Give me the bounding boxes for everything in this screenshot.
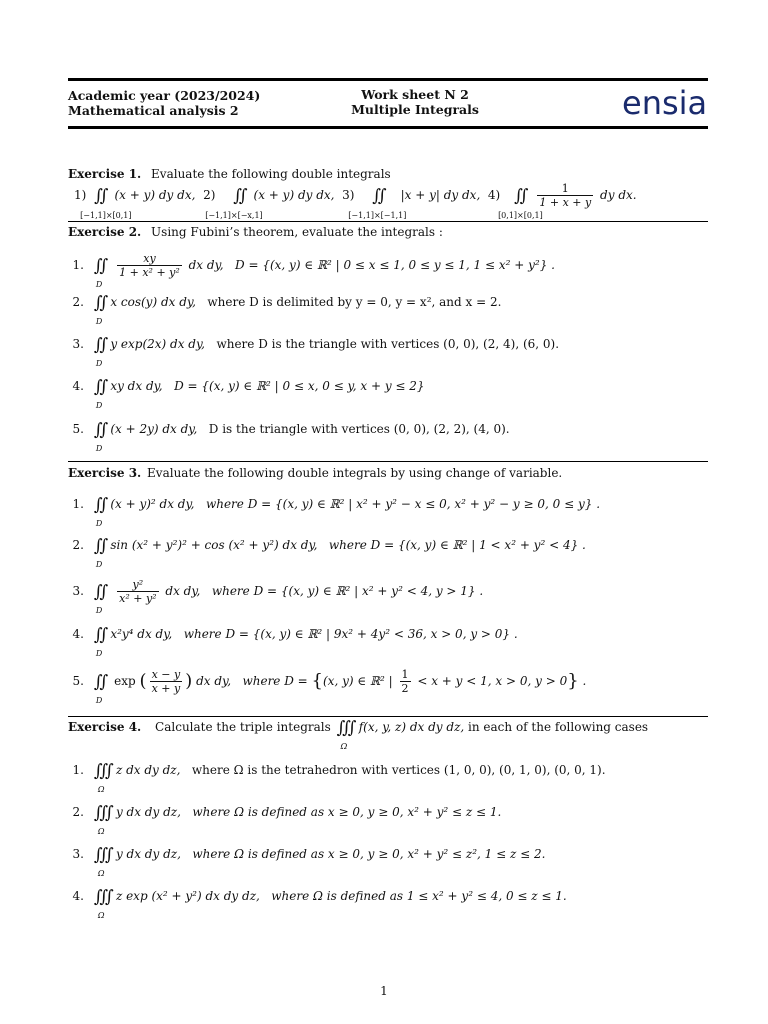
ex1-item-3-domain: [−1,1]×[−1,1] — [348, 210, 407, 220]
header-bottom-rule — [68, 126, 708, 129]
ex3-item-5: 5. ∬ D exp ( $\frac{x - y}{x + y}$ ) dx dy, where D = {(x, y) ∈ ℝ² | $\frac{1}{2}$ < x + y < 1, x > 0, y > 0} . — [68, 668, 586, 695]
ex3-item-5-cond-pre: where D = — [242, 674, 308, 688]
ex3-item-2-num: 2. — [72, 538, 84, 552]
ex3-item-2-expr: sin (x² + y²)² + cos (x² + y²) dx dy, — [110, 538, 318, 552]
divider-3 — [68, 716, 708, 717]
ex1-item-1-num: 1) — [74, 188, 87, 202]
exercise-3-heading — [68, 465, 562, 481]
divider-1 — [68, 221, 708, 222]
ex1-item-2-domain: [−1,1]×[−x,1] — [205, 210, 263, 220]
ex3-item-2: 2. ∬ D sin (x² + y²)² + cos (x² + y²) dx dy, where D = {(x, y) ∈ ℝ² | 1 < x² + y² < 4} . — [68, 537, 586, 554]
logo-text: ensia — [622, 86, 708, 122]
ex2-item-5-condition: D is the triangle with vertices (0, 0), (2, 2), (4, 0). — [208, 422, 510, 436]
ex4-item-3-condition: where Ω is defined as x ≥ 0, y ≥ 0, x² + y² ≤ z², 1 ≤ z ≤ 2. — [192, 847, 546, 861]
ex1-item-3-num: 3) — [342, 188, 355, 202]
header-center — [300, 87, 530, 117]
ex4-item-2-num: 2. — [72, 805, 84, 819]
ex2-item-4-condition: D = {(x, y) ∈ ℝ² | 0 ≤ x, 0 ≤ y, x + y ≤ 2} — [174, 379, 425, 393]
exercise-3-title: Exercise 3. — [68, 466, 142, 480]
exercise-4-title: Exercise 4. — [68, 720, 142, 734]
ex2-item-1-condition: D = {(x, y) ∈ ℝ² | 0 ≤ x ≤ 1, 0 ≤ y ≤ 1, 1 ≤ x² + y²} . — [235, 258, 555, 272]
ex4-item-4-condition: where Ω is defined as 1 ≤ x² + y² ≤ 4, 0 ≤ z ≤ 1. — [271, 889, 567, 903]
ex2-item-2-condition: where D is delimited by y = 0, y = x², and x = 2. — [207, 295, 502, 309]
exercise-3-text: Evaluate the following double integrals by using change of variable. — [147, 466, 563, 480]
ex2-item-5-expr: (x + 2y) dx dy, — [110, 422, 198, 436]
exercise-4-text-expr: f(x, y, z) dx dy dz, — [358, 720, 465, 734]
page-number: 1 — [380, 984, 388, 998]
ex2-item-1-tail: dx dy, — [188, 258, 224, 272]
ex2-item-4-num: 4. — [72, 379, 84, 393]
ex2-item-4: 4. ∬ D xy dx dy, D = {(x, y) ∈ ℝ² | 0 ≤ x, 0 ≤ y, x + y ≤ 2} — [68, 378, 425, 395]
ex2-item-2: 2. ∬ D x cos(y) dx dy, where D is delimited by y = 0, y = x², and x = 2. — [68, 294, 501, 311]
exercise-4-text-b: in each of the following cases — [468, 720, 649, 734]
ex3-item-5-cond-end: . — [582, 674, 587, 688]
ex1-item-4-fraction: $\frac{1}{1 + x + y}$ — [539, 182, 592, 209]
ex1-item-3-integrand: |x + y| dy dx, — [400, 188, 481, 202]
ex3-item-4: 4. ∬ D x²y⁴ dx dy, where D = {(x, y) ∈ ℝ² | 9x² + 4y² < 36, x > 0, y > 0} . — [68, 626, 518, 643]
ex2-item-5: 5. ∬ D (x + 2y) dx dy, D is the triangle with vertices (0, 0), (2, 2), (4, 0). — [68, 421, 510, 438]
ex3-item-1: 1. ∬ D (x + y)² dx dy, where D = {(x, y) ∈ ℝ² | x² + y² − x ≤ 0, x² + y² − y ≥ 0, 0 ≤ y} . — [68, 496, 600, 513]
academic-year: Academic year (2023/2024) — [68, 88, 261, 103]
ex3-item-3-condition: where D = {(x, y) ∈ ℝ² | x² + y² < 4, y > 1} . — [211, 584, 484, 598]
exercise-1-items: 1) ∬ [−1,1]×[0,1] (x + y) dy dx, 2) ∬ [−1,1]×[−x,1] (x + y) dy dx, 3) ∬ [−1,1]×[−1,1] |x + y| dy dx, 4) ∬ [0,1]×[0,1] $\frac{1}{1 + x + y}$ dy dx. — [74, 182, 637, 209]
ex4-item-1: 1. ∭ Ω z dx dy dz, where Ω is the tetrahedron with vertices (1, 0, 0), (0, 1, 0), (0, 0, 1). — [68, 762, 606, 779]
exercise-2-text: Using Fubini’s theorem, evaluate the integrals : — [151, 225, 443, 239]
ensia-logo — [622, 86, 710, 122]
ex4-item-1-condition: where Ω is the tetrahedron with vertices (1, 0, 0), (0, 1, 0), (0, 0, 1). — [191, 763, 606, 777]
header-left — [68, 88, 260, 118]
ex3-item-3-fraction: $\frac{\text{y²}}{\text{x² + y²}}$ — [119, 578, 157, 605]
exercise-1-heading — [68, 166, 391, 182]
ex4-item-3: 3. ∭ Ω y dx dy dz, where Ω is defined as x ≥ 0, y ≥ 0, x² + y² ≤ z², 1 ≤ z ≤ 2. — [68, 846, 545, 863]
ex3-item-5-exp: exp — [114, 674, 136, 688]
ex2-item-1-num: 1. — [72, 258, 84, 272]
ex2-item-5-num: 5. — [72, 422, 84, 436]
ex2-item-1-fraction: $\frac{xy}{\text{1 + x² + y²}}$ — [119, 252, 180, 279]
ex3-item-1-expr: (x + y)² dx dy, — [110, 497, 195, 511]
ex4-item-2-condition: where Ω is defined as x ≥ 0, y ≥ 0, x² + y² ≤ z ≤ 1. — [192, 805, 502, 819]
ex1-item-1-integrand: (x + y) dy dx, — [114, 188, 196, 202]
ex2-item-3: 3. ∬ D y exp(2x) dx dy, where D is the triangle with vertices (0, 0), (2, 4), (6, 0). — [68, 336, 559, 353]
exercise-2-heading — [68, 224, 443, 240]
ex3-item-4-condition: where D = {(x, y) ∈ ℝ² | 9x² + 4y² < 36, x > 0, y > 0} . — [183, 627, 518, 641]
ex3-item-5-cond-fraction: $\frac{1}{2}$ — [401, 668, 409, 695]
ex3-item-4-num: 4. — [72, 627, 84, 641]
ex3-item-5-tail: dx dy, — [196, 674, 232, 688]
ex3-item-5-num: 5. — [72, 674, 84, 688]
ex3-item-1-num: 1. — [72, 497, 84, 511]
ex1-item-4-domain: [0,1]×[0,1] — [498, 210, 543, 220]
ex2-item-3-condition: where D is the triangle with vertices (0, 0), (2, 4), (6, 0). — [216, 337, 560, 351]
ex4-item-3-num: 3. — [72, 847, 84, 861]
ex2-item-2-expr: x cos(y) dx dy, — [110, 295, 196, 309]
divider-2 — [68, 461, 708, 462]
exercise-2-title: Exercise 2. — [68, 225, 142, 239]
exercise-4-text-a: Calculate the triple integrals — [155, 720, 331, 734]
worksheet-number: Work sheet N 2 — [361, 87, 469, 102]
ex2-item-3-expr: y exp(2x) dx dy, — [110, 337, 205, 351]
header-top-rule — [68, 78, 708, 81]
ex1-item-1-domain: [−1,1]×[0,1] — [80, 210, 132, 220]
ex4-item-4: 4. ∭ Ω z exp (x² + y²) dx dy dz, where Ω is defined as 1 ≤ x² + y² ≤ 4, 0 ≤ z ≤ 1. — [68, 888, 567, 905]
ex4-item-4-expr: z exp (x² + y²) dx dy dz, — [115, 889, 260, 903]
ex1-item-2-num: 2) — [203, 188, 216, 202]
ex4-item-3-expr: y dx dy dz, — [115, 847, 181, 861]
ex4-item-2: 2. ∭ Ω y dx dy dz, where Ω is defined as x ≥ 0, y ≥ 0, x² + y² ≤ z ≤ 1. — [68, 804, 501, 821]
ex3-item-5-fraction: $\frac{x - y}{x + y}$ — [151, 668, 181, 695]
ex1-item-4-num: 4) — [487, 188, 501, 202]
ex3-item-2-condition: where D = {(x, y) ∈ ℝ² | 1 < x² + y² < 4} . — [328, 538, 586, 552]
course-name: Mathematical analysis 2 — [68, 103, 239, 118]
exercise-1-text: Evaluate the following double integrals — [151, 167, 391, 181]
ex2-item-1: 1. ∬ D $\frac{xy}{\text{1 + x² + y²}}$ dx dy, D = {(x, y) ∈ ℝ² | 0 ≤ x ≤ 1, 0 ≤ y ≤ 1, 1 ≤ x² + y²} . — [68, 252, 555, 279]
ex3-item-1-condition: where D = {(x, y) ∈ ℝ² | x² + y² − x ≤ 0, x² + y² − y ≥ 0, 0 ≤ y} . — [205, 497, 601, 511]
ex2-item-4-expr: xy dx dy, — [110, 379, 163, 393]
ex3-item-3-num: 3. — [72, 584, 84, 598]
ex3-item-4-expr: x²y⁴ dx dy, — [110, 627, 173, 641]
ex1-item-4-tail: dy dx. — [600, 188, 637, 202]
exercise-1-title: Exercise 1. — [68, 167, 142, 181]
ex2-item-2-num: 2. — [72, 295, 84, 309]
ex3-item-5-cond-a: (x, y) ∈ ℝ² | — [323, 674, 393, 688]
ex1-item-2-integrand: (x + y) dy dx, — [253, 188, 335, 202]
ex4-item-2-expr: y dx dy dz, — [115, 805, 181, 819]
ex3-item-3-tail: dx dy, — [165, 584, 201, 598]
worksheet-topic: Multiple Integrals — [351, 102, 479, 117]
ex4-item-4-num: 4. — [72, 889, 84, 903]
ex4-item-1-num: 1. — [72, 763, 84, 777]
ex4-item-1-expr: z dx dy dz, — [115, 763, 181, 777]
ex3-item-3: 3. ∬ D $\frac{\text{y²}}{\text{x² + y²}}$ dx dy, where D = {(x, y) ∈ ℝ² | x² + y² < 4, y > 1} . — [68, 578, 483, 605]
exercise-4-heading: Exercise 4. Calculate the triple integrals ∭ Ω f(x, y, z) dx dy dz, in each of the following cases — [68, 717, 649, 751]
ex2-item-3-num: 3. — [72, 337, 84, 351]
ex3-item-5-cond-b: < x + y < 1, x > 0, y > 0 — [417, 674, 568, 688]
